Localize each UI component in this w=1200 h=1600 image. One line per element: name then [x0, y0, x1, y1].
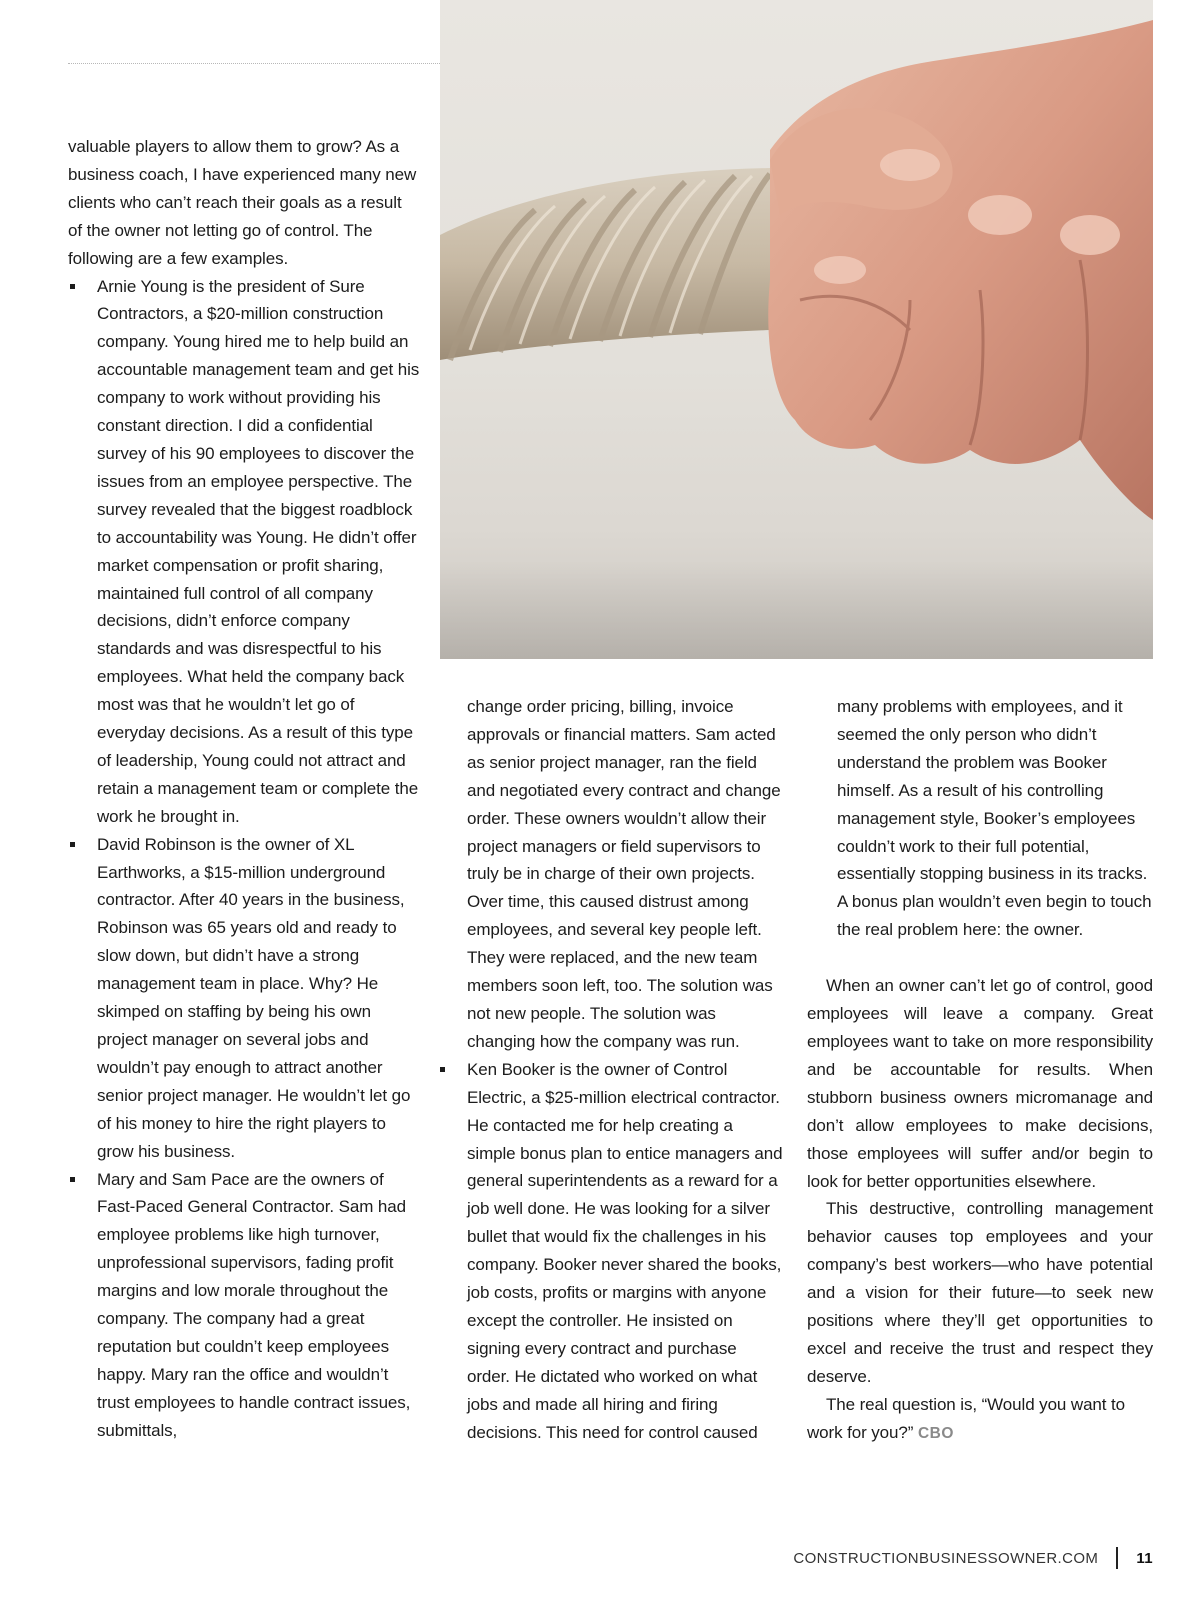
bullet-mary-sam-pace: Mary and Sam Pace are the owners of Fast-Paced General Contractor. Sam had employee problems like high turnover, unprofessional supervisors, fading profit margins and low morale throughout the company. The company had a great reputation but couldn’t keep employees happy. Mary ran the office and wouldn’t trust employees to handle contract issues, submittals,	[68, 1166, 420, 1445]
page-number: 11	[1136, 1549, 1153, 1567]
hand-gripping-rope-photo	[440, 0, 1153, 659]
bullet-david-robinson: David Robinson is the owner of XL Earthworks, a $15-million underground contractor. After 40 years in the business, Robinson was 65 years old and ready to slow down, but didn’t have a strong management team in place. Why? He skimped on staffing by being his own project manager on several jobs and wouldn’t pay enough to attract another senior project manager. He wouldn’t let go of his money to hire the right players to grow his business.	[68, 831, 420, 1166]
booker-continued-text: many problems with employees, and it seemed the only person who didn’t understand the problem was Booker himself. As a result of his controlling management style, Booker’s employees couldn’t work to their full potential, essentially stopping business in its tracks. A bonus plan wouldn’t even begin to touch the real problem here: the owner.	[837, 697, 1152, 940]
paragraph-leave-company: When an owner can’t let go of control, good employees will leave a company. Great employees want to take on more responsibility and be accountable for results. When stubborn business owners micromanage and don’t allow employees to make decisions, those employees will suffer and/or begin to look for better opportunities elsewhere.	[807, 976, 1153, 1191]
column-3	[807, 693, 1153, 1448]
paragraph-destructive-behavior: This destructive, controlling management behavior causes top employees and your company’s best workers—who have potential and a vision for their future—to seek new positions where they’ll get opportunities to excel and receive the trust and respect they deserve.	[807, 1199, 1153, 1386]
column-2	[438, 693, 783, 1446]
cbo-end-mark: CBO	[917, 1424, 954, 1442]
page-footer	[793, 1547, 1153, 1569]
bullet-arnie-young: Arnie Young is the president of Sure Contractors, a $20-million construction company. Young hired me to help build an accountable management team and get his company to work without providing his constant direction. I did a confidential survey of his 90 employees to discover the issues from an employee perspective. The survey revealed that the biggest roadblock to accountability was Young. He didn’t offer market compensation or profit sharing, maintained full control of all company decisions, didn’t enforce company standards and was disrespectful to his employees. What held the company back most was that he wouldn’t let go of everyday decisions. As a result of this type of leadership, Young could not attract and retain a management team or complete the work he brought in.	[68, 273, 420, 831]
header-rule	[68, 63, 440, 64]
bullet-ken-booker: Ken Booker is the owner of Control Electric, a $25-million electrical contractor. He contacted me for help creating a simple bonus plan to entice managers and general superintendents as a reward for a job well done. He was looking for a silver bullet that would fix the challenges in his company. Booker never shared the books, job costs, profits or margins with anyone except the controller. He insisted on signing every contract and purchase order. He dictated who worked on what jobs and made all hiring and firing decisions. This need for control caused	[438, 1056, 783, 1447]
closing-question-text: The real question is, “Would you want to work for you?”	[807, 1394, 1126, 1442]
footer-website: CONSTRUCTIONBUSINESSOWNER.COM	[793, 1549, 1099, 1567]
paragraph-gap	[807, 944, 1153, 972]
pace-continued-text: change order pricing, billing, invoice approvals or financial matters. Sam acted as senior project manager, ran the field and negotiated every contract and change order. These owners wouldn’t allow their project managers or field supervisors to truly be in charge of their own projects. Over time, this caused distrust among employees, and several key people left. They were replaced, and the new team members soon left, too. The solution was not new people. The solution was changing how the company was run.	[467, 697, 781, 1051]
paragraph-real-question	[807, 1391, 1153, 1448]
footer-separator	[1116, 1547, 1118, 1569]
column-1	[68, 133, 420, 1445]
intro-paragraph: valuable players to allow them to grow? As a business coach, I have experienced many new clients who can’t reach their goals as a result of the owner not letting go of control. The following are a few examples.	[68, 137, 417, 268]
